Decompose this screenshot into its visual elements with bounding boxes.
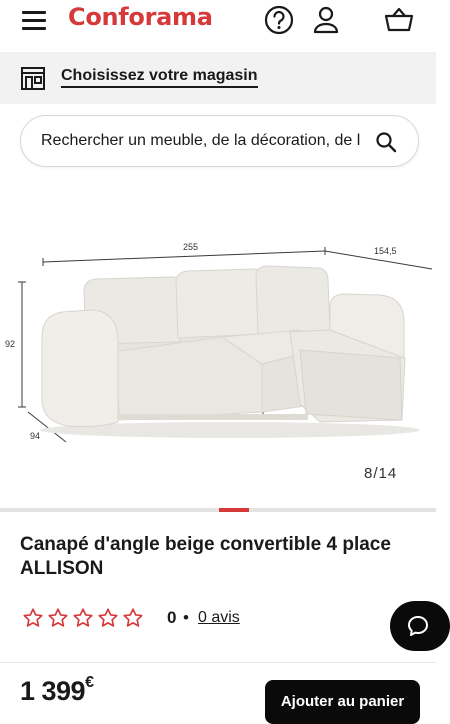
header bbox=[0, 0, 436, 50]
store-selector-bar[interactable] bbox=[0, 52, 436, 104]
gallery-counter: 8/14 bbox=[364, 465, 398, 482]
search-input[interactable] bbox=[41, 116, 363, 166]
add-to-cart-button[interactable]: Ajouter au panier bbox=[265, 680, 420, 724]
logo[interactable]: Conforama bbox=[68, 3, 213, 31]
star-empty-icon bbox=[22, 607, 44, 629]
reviews-link[interactable]: 0 avis bbox=[198, 609, 240, 626]
star-empty-icon bbox=[47, 607, 69, 629]
store-icon bbox=[20, 65, 46, 91]
product-price bbox=[20, 676, 93, 707]
product-rating[interactable] bbox=[20, 604, 350, 632]
dimension-depth: 154,5 bbox=[374, 246, 397, 256]
price-amount: 1 399 bbox=[20, 676, 86, 706]
price-currency: € bbox=[85, 674, 94, 691]
store-selector-link[interactable]: Choisissez votre magasin bbox=[61, 67, 258, 88]
gallery-progress-indicator bbox=[219, 508, 249, 512]
dimension-width: 255 bbox=[183, 242, 199, 252]
footer-divider bbox=[0, 662, 436, 663]
menu-icon[interactable] bbox=[22, 10, 48, 30]
dimension-arm-depth: 94 bbox=[30, 431, 41, 441]
search-icon[interactable] bbox=[375, 131, 397, 153]
help-icon[interactable] bbox=[263, 4, 295, 36]
product-image-gallery[interactable] bbox=[0, 182, 436, 508]
gallery-progress-bar bbox=[0, 508, 436, 512]
product-title: Canapé d'angle beige convertible 4 place ALLISON bbox=[20, 534, 391, 579]
search-bar[interactable] bbox=[20, 115, 419, 167]
rating-value: 0 bbox=[167, 608, 177, 627]
cart-icon[interactable] bbox=[383, 4, 415, 36]
chat-button[interactable] bbox=[390, 601, 450, 651]
rating-separator: • bbox=[183, 608, 189, 627]
star-empty-icon bbox=[72, 607, 94, 629]
sofa-illustration bbox=[40, 266, 420, 438]
product-image[interactable] bbox=[0, 182, 436, 508]
chat-icon bbox=[406, 614, 430, 638]
star-empty-icon bbox=[97, 607, 119, 629]
star-empty-icon bbox=[122, 607, 144, 629]
dimension-height: 92 bbox=[5, 339, 16, 349]
account-icon[interactable] bbox=[310, 4, 342, 36]
